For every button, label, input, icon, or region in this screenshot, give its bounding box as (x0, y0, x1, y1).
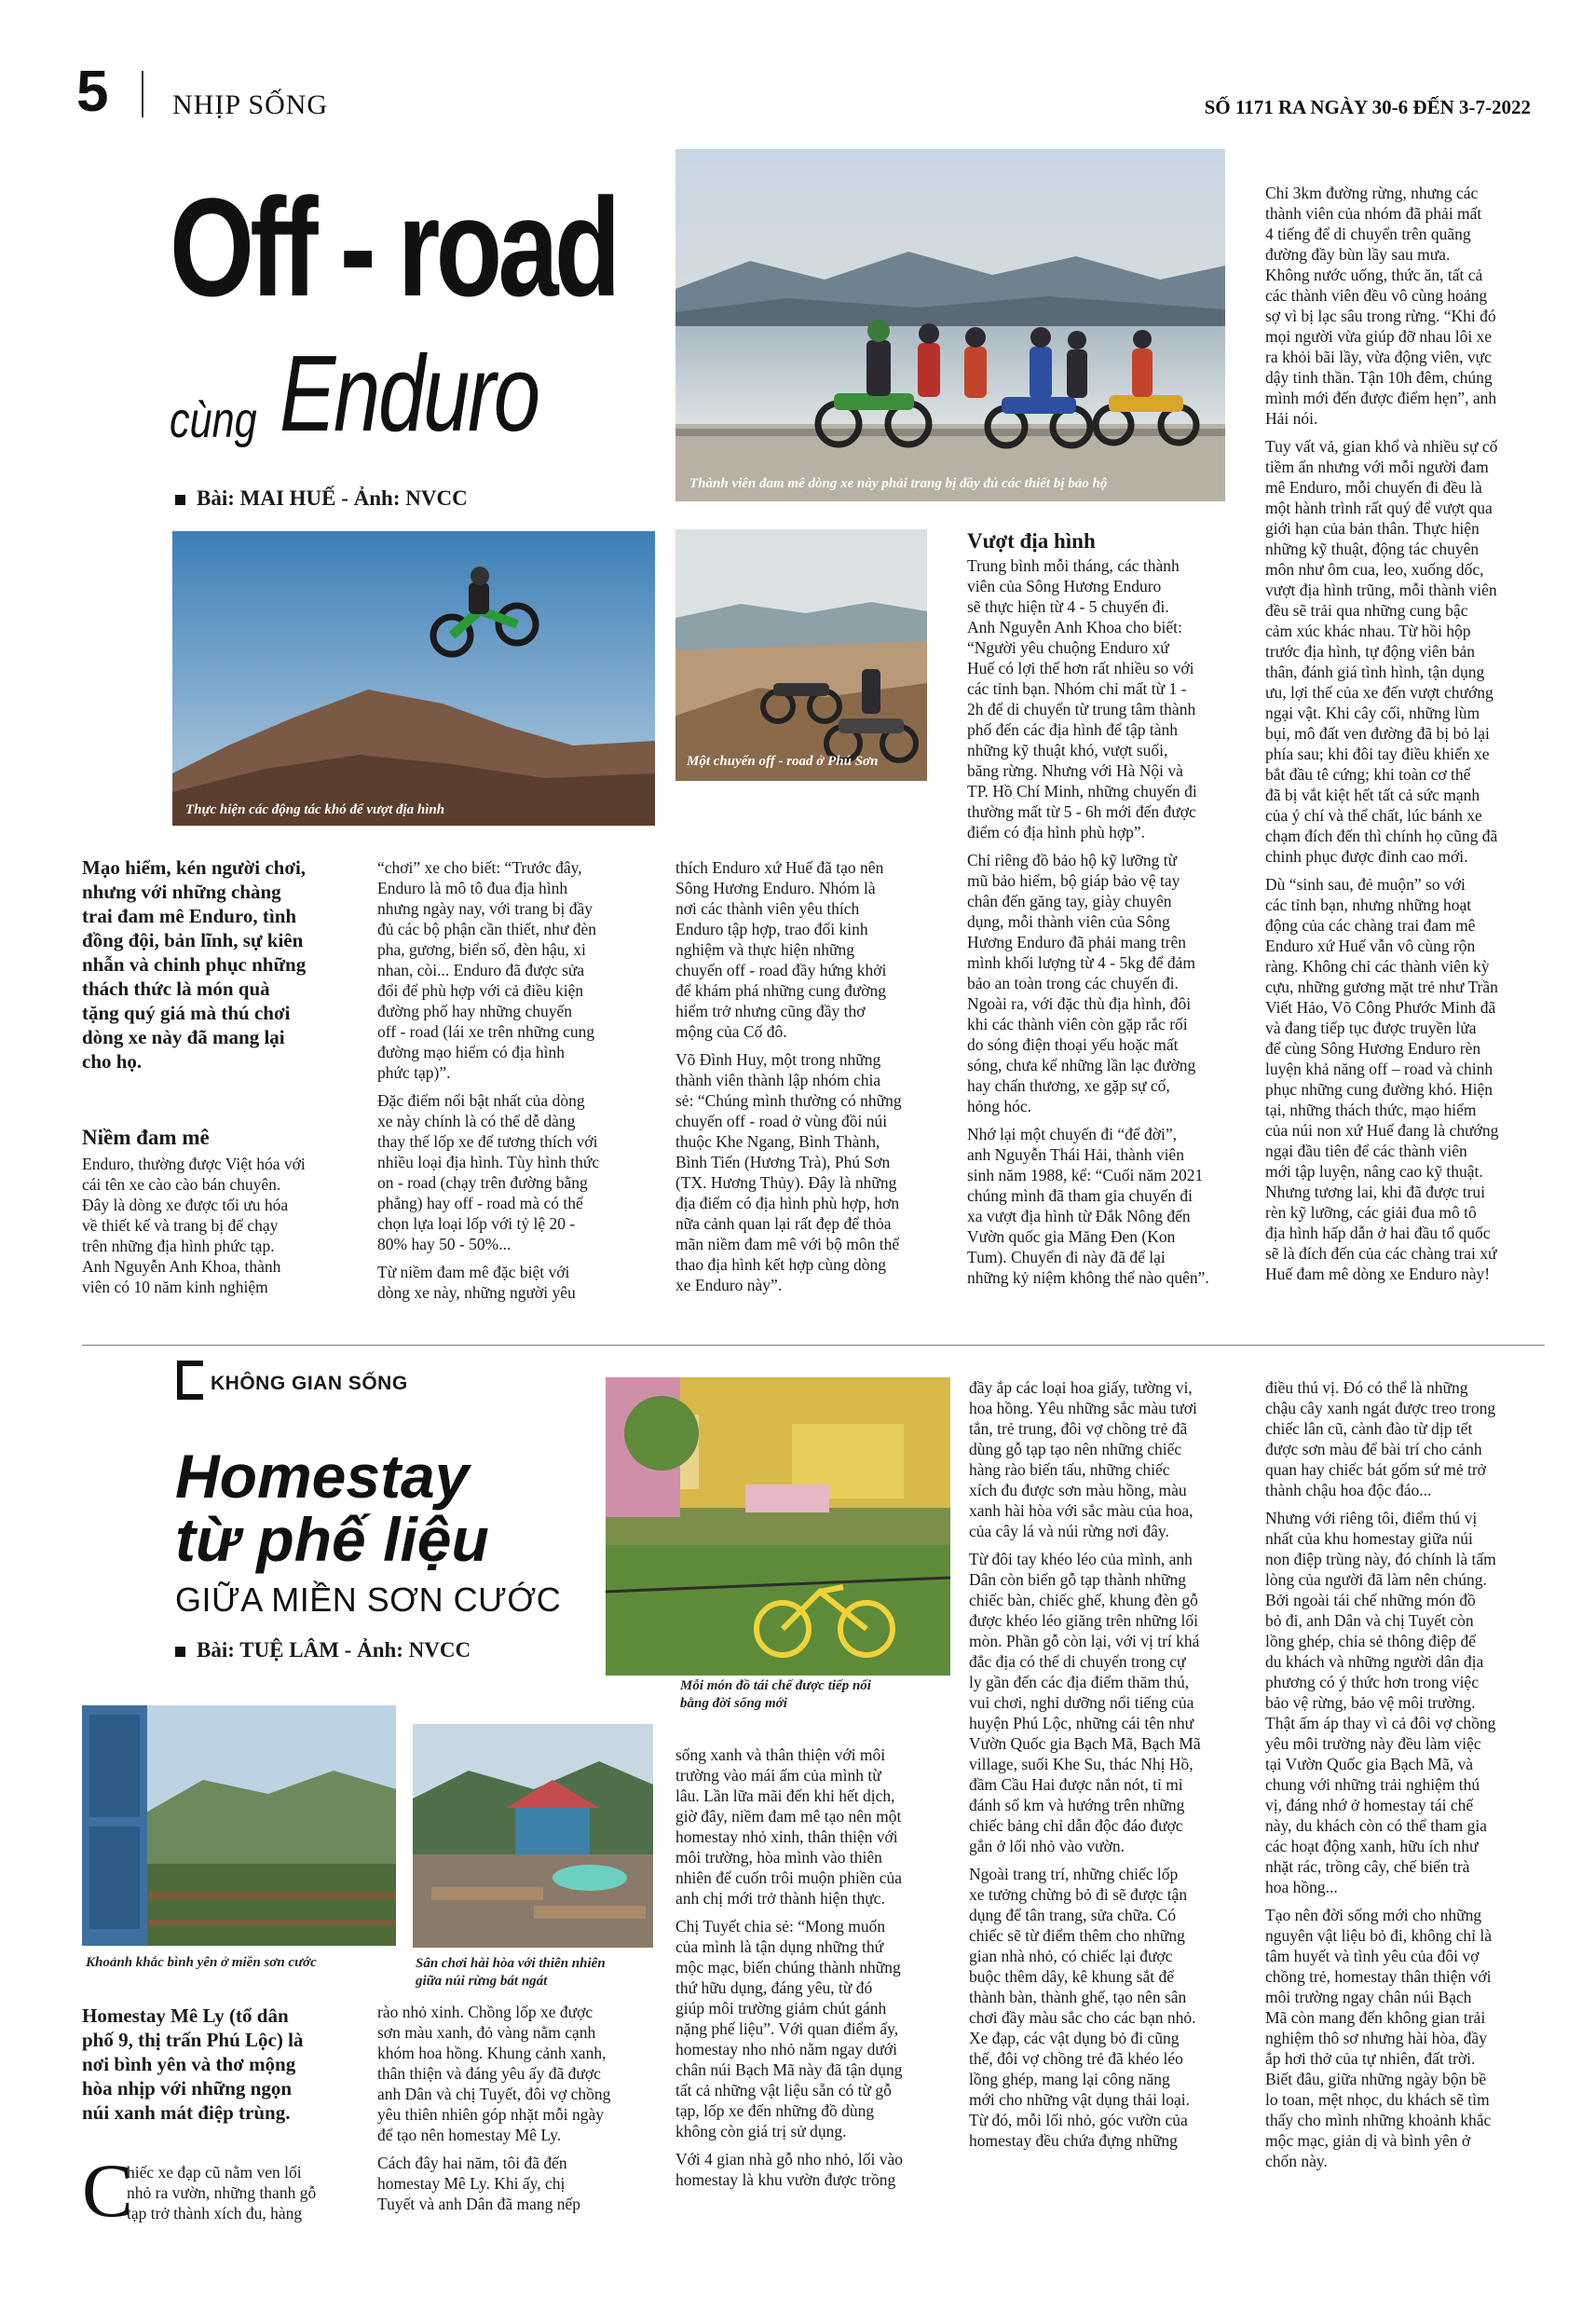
paragraph: Dù “sinh sau, đẻ muộn” so với các tỉnh bạn, nhưng những hoạt động của các chàng trai đam mê Enduro xứ Huế vẫn vô cùng rộn ràng. Không chỉ các thành viên kỳ cựu, những gương mặt trẻ như Trần Viết Hảo, Võ Công Phước Minh đã và đang tiếp tục được truyền lửa để cùng Sông Hương Enduro rèn luyện khả năng off – road và chinh phục những cung đường khó. Hiện tại, những thách thức, mạo hiểm của núi non xứ Huế đang là chướng ngại đầu tiên để các thành viên mới tập luyện, nâng cao kỹ thuật. Nhưng tương lai, khi đã được trui rèn kỹ lưỡng, các giải đua mô tô địa hình hấp dẫn ở hai đầu tổ quốc sẽ là đích đến của các chàng trai xứ Huế đam mê dòng xe Enduro này! (1265, 875, 1499, 1283)
article-byline (175, 486, 468, 511)
article-col-2 (377, 857, 657, 1310)
issue-date: SỐ 1171 RA NGÀY 30-6 ĐẾN 3-7-2022 (1204, 96, 1531, 118)
paragraph: Với 4 gian nhà gỗ nho nhỏ, lối vào homestay là khu vườn được trồng (675, 2150, 904, 2189)
caption-group-lake: Thành viên đam mê dòng xe này phải trang bị đầy đủ các thiết bị bảo hộ (689, 476, 1108, 491)
paragraph: Từ niềm đam mê đặc biệt với dòng xe này, những người yêu (377, 1263, 576, 1302)
paragraph: đầy ắp các loại hoa giấy, tường vi, hoa hồng. Yêu những sắc màu tươi tắn, trẻ trung, đôi vợ chồng trẻ đã dùng gỗ tạp tạo nên những chiếc hàng rào biến tấu, những chiếc xích đu được sơn màu hồng, màu xanh hài hòa với sắc màu của hoa, của cây lá và núi rừng nơi đây. (969, 1378, 1197, 1540)
paragraph: Cách đây hai năm, tôi đã đến homestay Mê Ly. Khi ấy, chị Tuyết và anh Dân đã mang nếp (377, 2154, 581, 2213)
article-title-big: Enduro (280, 333, 539, 454)
photo-group-lake (675, 149, 1225, 501)
photo-phuson (675, 529, 927, 781)
byline-text: Bài: MAI HUẾ - Ảnh: NVCC (197, 486, 468, 510)
article-col-4 (969, 1377, 1248, 2158)
paragraph: Enduro, thường được Việt hóa với cái tên xe cào cào bán chuyên. Đây là dòng xe được tối ưu hóa về thiết kế và trang bị để chạy trên những địa hình phức tạp. Anh Nguyễn Anh Khoa, thành viên có 10 năm kinh nghiệm (82, 1155, 306, 1296)
paragraph: Võ Đình Huy, một trong những thành viên thành lập nhóm chia sẻ: “Chúng mình thường có những chuyến off - road ở vùng đồi núi thuộc Khe Ngang, Bình Thành, Bình Tiến (Hương Trà), Phú Sơn (TX. Hương Thủy). Đây là những địa điểm có địa hình phù hợp, hơn nữa cảnh quan lại rất đẹp để thỏa mãn niềm đam mê với bộ môn thể thao địa hình kết hợp cùng dòng xe Enduro này”. (675, 1050, 902, 1294)
article-title-line2: từ phế liệu (175, 1505, 489, 1574)
dropcap: C (82, 2148, 133, 2233)
paragraph: Chỉ 3km đường rừng, nhưng các thành viên của nhóm đã phải mất 4 tiếng để di chuyển trên quãng đường đầy bùn lầy sau mưa. Không nước uống, thức ăn, tất cả các thành viên đều vô cùng hoảng sợ vì bị lạc sâu trong rừng. “Khi đó mọi người vừa giúp đỡ nhau lôi xe ra khỏi bãi lầy, vừa động viên, vực dậy tinh thần. Tận 10h đêm, chúng mình mới đến được điểm hẹn”, anh Hải nói. (1265, 184, 1497, 428)
paragraph: sống xanh và thân thiện với môi trường vào mái ấm của mình từ lâu. Lần lữa mãi đến khi hết dịch, giờ đây, niềm đam mê tạo nên một homestay nhỏ xinh, thân thiện với môi trường, hòa mình vào thiên nhiên để cuốn trôi muộn phiền của anh chị mới trở thành hiện thực. (675, 1745, 902, 1908)
article-col-5 (1265, 183, 1545, 1292)
article-offroad (0, 140, 1596, 1351)
paragraph: Trung bình mỗi tháng, các thành viên của Sông Hương Enduro sẽ thực hiện từ 4 - 5 chuyến đi. Anh Nguyễn Anh Khoa cho biết: “Người yêu chuộng Enduro xứ Huế có lợi thế hơn rất nhiều so với các tỉnh bạn. Nhóm chỉ mất từ 1 - 2h để di chuyển từ trung tâm thành phố đến các địa hình để tập tành những kỹ thuật khó, vượt suối, băng rừng. Nhưng với Hà Nội và TP. Hồ Chí Minh, những chuyến đi thường mất từ 5 - 6h mới đến được điểm có địa hình phù hợp”. (967, 556, 1197, 841)
photo-yard-image (413, 1724, 653, 1948)
article-col-3 (675, 1744, 955, 2197)
article-byline (175, 1638, 471, 1662)
paragraph: “chơi” xe cho biết: “Trước đây, Enduro là mô tô đua địa hình nhưng ngày nay, với trang bị đầy đủ các bộ phận cần thiết, như đèn pha, gương, biển số, đèn hậu, xi nhan, còi... Enduro đã được sửa đổi để phù hợp với cả điều kiện đường phố hay những chuyến off - road (lái xe trên những cung đường mạo hiểm có địa hình phức tạp)”. (377, 858, 596, 1082)
article-col-1 (82, 2004, 380, 2231)
article-title-line1: Homestay (175, 1442, 470, 1511)
paragraph: Tạo nên đời sống mới cho những nguyên vật liệu bỏ đi, không chỉ là tâm huyết và tình yêu của đôi vợ chồng trẻ, homestay thân thiện với môi trường ngay chân núi Bạch Mã còn mang đến không gian trải nghiệm thô sơ nhưng hài hòa, đầy ắp hơi thở của tự nhiên, đất trời. Biết đâu, giữa những ngày bộn bề lo toan, mệt nhọc, du khách sẽ tìm thấy cho mình những khoảnh khắc mộc mạc, giản dị và bình yên ở chốn này. (1265, 1906, 1493, 2170)
article-col-4 (967, 531, 1247, 1295)
paragraph: Nhưng với riêng tôi, điểm thú vị nhất của khu homestay giữa núi non điệp trùng này, đó chính là tấm lòng của người đã làm nên chúng. Bởi ngoài tái chế những món đồ bỏ đi, anh Dân và chị Tuyết còn lồng ghép, chia sẻ thông điệp để du khách và những người dân địa phương có ý thức hơn trong việc bảo vệ rừng, bảo vệ môi trường. Thật ấm áp thay vì cả đôi vợ chồng yêu môi trường này đều làm việc tại Vườn Quốc gia Bạch Mã, và chung với những trải nghiệm thú vị, đáng nhớ ở homestay tái chế này, du khách còn có thể tham gia các hoạt động xanh, hữu ích như nhặt rác, trồng cây, chế biến trà hoa hồng... (1265, 1509, 1496, 1896)
article-lead: Mạo hiểm, kén người chơi, nhưng với những chàng trai đam mê Enduro, tình đồng đội, bản lĩnh, sự kiên nhẫn và chinh phục những thách thức là món quà tặng quý giá mà thú chơi dòng xe này đã mang lại cho họ. (82, 856, 307, 1073)
paragraph: rào nhỏ xinh. Chồng lốp xe được sơn màu xanh, đỏ vàng nằm cạnh khóm hoa hồng. Khung cảnh xanh, thân thiện và đáng yêu ấy đã được anh Dân và chị Tuyết, đôi vợ chồng yêu thiên nhiên góp nhặt mỗi ngày để tạo nên homestay Mê Ly. (377, 2003, 611, 2144)
photo-phuson-image (675, 529, 927, 781)
paragraph: Chỉ riêng đồ bảo hộ kỹ lưỡng từ mũ bảo hiểm, bộ giáp bảo vệ tay chân đến găng tay, giày chuyên dụng, mỗi thành viên của Sông Hương Enduro đã phải mang trên mình khối lượng từ 4 - 5kg để đảm bảo an toàn trong các chuyến đi. Ngoài ra, với đặc thù địa hình, đôi khi các thành viên còn gặp rắc rối do sóng điện thoại yếu hoặc mất sóng, chưa kể những lần lạc đường hay chấn thương, xe gặp sự cố, hỏng hóc. (967, 851, 1196, 1115)
paragraph: Từ đôi tay khéo léo của mình, anh Dân còn biến gỗ tạp thành những chiếc bàn, chiếc ghế, khung đèn gỗ được khéo léo giăng trên những lối mòn. Phần gỗ còn lại, với vị trí khá đắc địa có thể di chuyển trong cự ly gần đến các địa điểm thăm thú, vui chơi, nghỉ dưỡng nổi tiếng của huyện Phú Lộc, những cái tên như Vườn Quốc gia Bạch Mã, Bạch Mã village, suối Khe Su, thác Nhị Hồ, đầm Cầu Hai được nắn nót, tỉ mỉ đánh số km và hướng trên những chiếc bảng chỉ dẫn độc đáo được gắn ở lối nhỏ vào vườn. (969, 1550, 1201, 1855)
photo-window (82, 1705, 396, 1946)
subheading-passion: Niềm đam mê (82, 1126, 210, 1149)
photo-garden (606, 1377, 950, 1676)
paragraph: Nhớ lại một chuyến đi “để đời”, anh Nguyễn Thái Hải, thành viên sinh năm 1988, kể: “Cuối năm 2021 chúng mình đã tham gia chuyến đi xa vượt địa hình từ Đắk Nông đến Vườn quốc gia Măng Đen (Kon Tum). Chuyến đi này đã để lại những kỷ niệm không thể nào quên”. (967, 1125, 1209, 1287)
section-label-text: KHÔNG GIAN SỐNG (211, 1373, 408, 1394)
article-homestay (0, 1351, 1596, 2312)
photo-window-image (82, 1705, 396, 1946)
caption-phuson: Một chuyến off - road ở Phú Sơn (687, 754, 879, 769)
paragraph: Đặc điểm nổi bật nhất của dòng xe này chính là có thể dễ dàng thay thế lốp xe để tương thích với nhiều loại địa hình. Tùy hình thức on - road (chạy trên đường bằng phẳng) hay off - road mà có thể chọn lựa loại lốp với tỷ lệ 20 - 80% hay 50 - 50%... (377, 1091, 600, 1253)
article-col-1 (82, 855, 357, 1305)
photo-yard (413, 1724, 653, 1948)
article-lead: Homestay Mê Ly (tổ dân phố 9, thị trấn Phú Lộc) là nơi bình yên và thơ mộng hòa nhịp với những ngọn núi xanh mát điệp trùng. (82, 2004, 304, 2124)
paragraph: Tuy vất vả, gian khổ và nhiều sự cố tiềm ẩn nhưng với mỗi người đam mê Enduro, mỗi chuyến đi đều là một hành trình rất quý để vượt qua giới hạn của bản thân. Thực hiện những kỹ thuật, động tác chuyên môn như ôm cua, leo, xuống dốc, vượt địa hình trũng, mỗi thành viên đều sẽ trải qua những cung bậc cảm xúc khác nhau. Từ hồi hộp trước địa hình, tự động viên bản thân, đánh giá tình hình, tận dụng ưu, lợi thế của xe đến vượt chướng ngại vật. Khi cây cối, những lùm bụi, mô đất ven đường đã bị bỏ lại phía sau; khi đôi tay điều khiển xe bắt đầu tê cứng; khi toàn cơ thể đã bị vắt kiệt hết tất cả sức mạnh của ý chí và thể chất, lúc bánh xe chạm đích đến thì chính họ cũng đã chinh phục được đỉnh cao mới. (1265, 437, 1498, 866)
article-divider (82, 1345, 1545, 1346)
byline-bullet (175, 495, 185, 505)
section-label-bracket (177, 1361, 203, 1400)
page-header (0, 0, 1596, 140)
article-col-2 (377, 2002, 657, 2222)
paragraph: điều thú vị. Đó có thể là những chậu cây xanh ngát được treo trong chiếc lân cũ, cành đào từ dịp tết được sơn màu để bài trí cho cảnh quan hay chiếc bát gốm sứ mẻ trở thành chậu hoa độc đáo... (1265, 1378, 1496, 1499)
paragraph: hiếc xe đạp cũ nằm ven lối nhỏ ra vườn, những thanh gỗ tạp trở thành xích đu, hàng (127, 2163, 317, 2223)
page-number: 5 (76, 60, 109, 124)
paragraph: thích Enduro xứ Huế đã tạo nên Sông Hương Enduro. Nhóm là nơi các thành viên yêu thích Enduro tập hợp, trao đổi kinh nghiệm và thực hiện những chuyến off - road đầy hứng khởi để khám phá những cung đường hiểm trở nhưng cũng đầy thơ mộng của Cố đô. (675, 858, 887, 1041)
subheading-terrain: Vượt địa hình (967, 529, 1096, 553)
article-subtitle: GIỮA MIỀN SƠN CƯỚC (175, 1580, 562, 1619)
photo-jump-image (172, 531, 655, 826)
photo-garden-image (606, 1377, 950, 1676)
dropcap-paragraph (82, 2148, 380, 2233)
paragraph: Chị Tuyết chia sẻ: “Mong muốn của mình là tận dụng những thứ mộc mạc, biến chúng thành những thứ hữu dụng, đáng yêu, từ đó giúp môi trường giảm chút gánh nặng phế liệu”. Với quan điểm ấy, homestay nho nhỏ nằm ngay dưới chân núi Bạch Mã này đã tận dụng tất cả những vật liệu sẵn có từ gỗ tạp, lốp xe đến những đồ dùng không còn giá trị sử dụng. (675, 1917, 903, 2141)
caption-yard: Sân chơi hài hòa với thiên nhiên giữa núi rừng bát ngát (416, 1956, 606, 1989)
article-title-pre: cùng (170, 392, 257, 448)
header-divider (142, 71, 143, 117)
section-name: NHỊP SỐNG (172, 89, 329, 120)
photo-jump (172, 531, 655, 826)
byline-bullet (175, 1647, 185, 1657)
caption-window: Khoảnh khắc bình yên ở miền sơn cước (86, 1955, 317, 1970)
caption-jump: Thực hiện các động tác khó để vượt địa hình (185, 802, 445, 817)
photo-group-lake-image (675, 149, 1225, 501)
article-title-main: Off - road (170, 169, 617, 325)
caption-garden: Mỗi món đồ tái chế được tiếp nối bằng đời sống mới (680, 1678, 871, 1711)
paragraph: Ngoài trang trí, những chiếc lốp xe tưởng chừng bỏ đi sẽ được tận dụng để tân trang, sửa chữa. Có chiếc sẽ từ điểm thêm cho những gian nhà nhỏ, có chiếc lại được buộc thêm dây, kê khung sắt để thành bàn, thành ghế, tạo nên sân chơi đầy màu sắc cho các bạn nhỏ. Xe đạp, các vật dụng bỏ đi cũng thế, đôi vợ chồng trẻ đã khéo léo lồng ghép, mang lại công năng mới cho những vật dụng thải loại. Từ đó, mỗi lối nhỏ, góc vườn của homestay đều chứa đựng những (969, 1865, 1196, 2150)
byline-text: Bài: TUỆ LÂM - Ảnh: NVCC (197, 1638, 471, 1662)
article-col-5 (1265, 1377, 1545, 2179)
article-col-3 (675, 857, 946, 1303)
